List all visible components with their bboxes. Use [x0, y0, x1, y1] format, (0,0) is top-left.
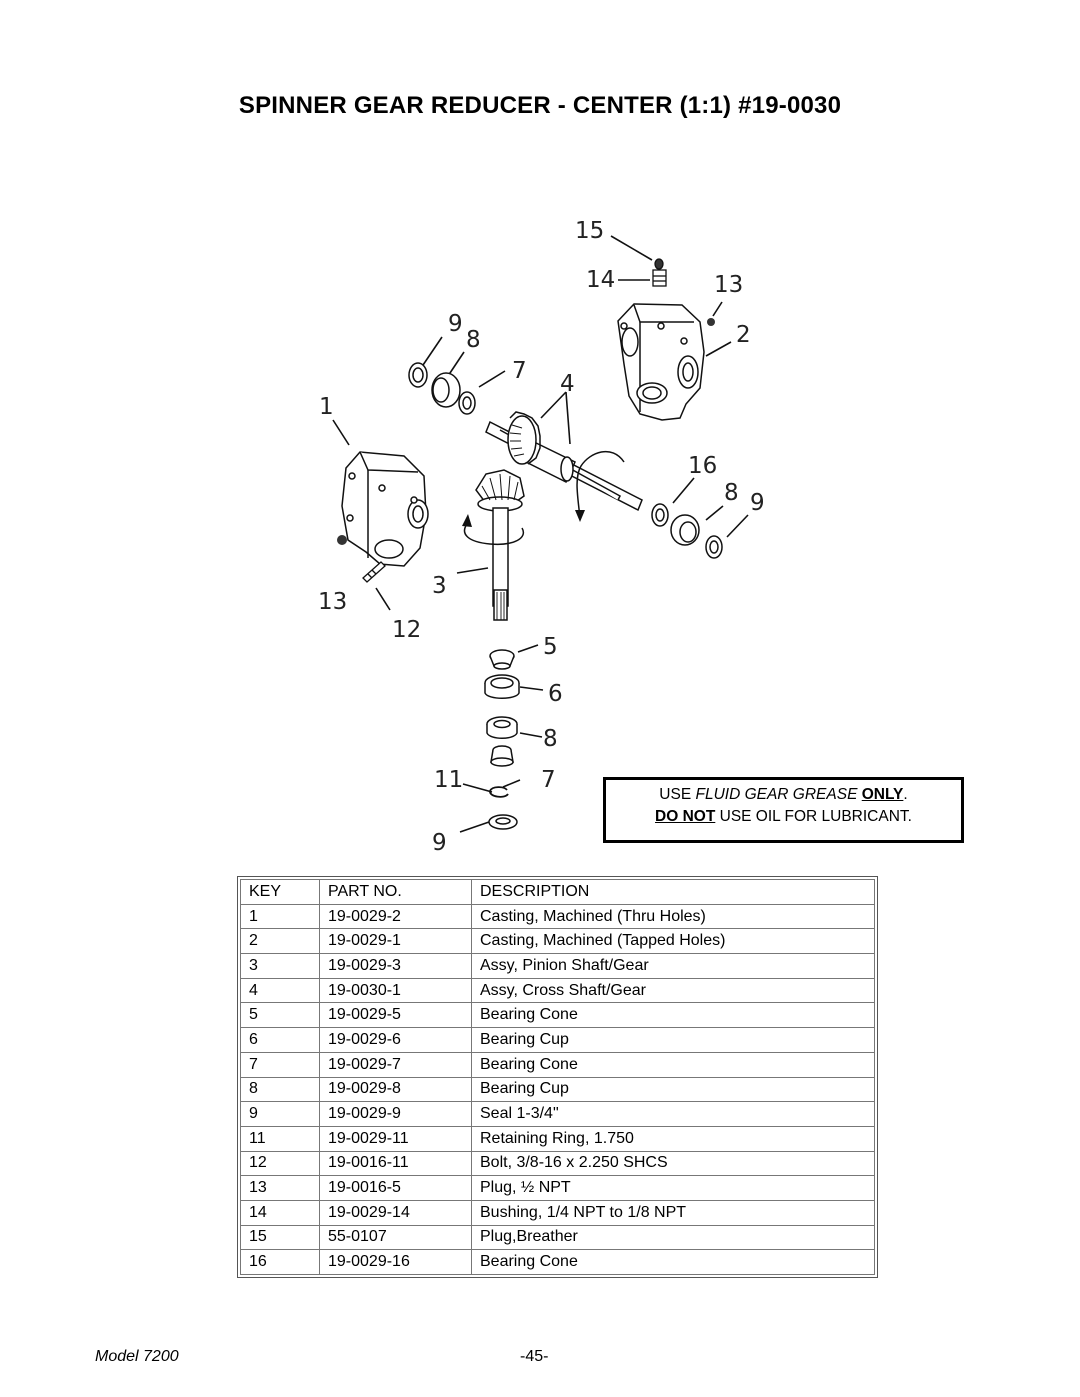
- column-header-key: KEY: [241, 880, 320, 905]
- callout-15: 15: [575, 218, 605, 244]
- cell-key: 3: [241, 954, 320, 979]
- casting-tapped-holes-part: [618, 304, 704, 420]
- cell-part-no: 55-0107: [320, 1225, 472, 1250]
- parts-list-table: [237, 876, 878, 1278]
- cell-key: 13: [241, 1176, 320, 1201]
- table-row: [241, 978, 875, 1003]
- cell-description: Casting, Machined (Tapped Holes): [472, 929, 875, 954]
- table-row: [241, 1250, 875, 1275]
- cell-part-no: 19-0029-3: [320, 954, 472, 979]
- cell-part-no: 19-0029-9: [320, 1102, 472, 1127]
- table-row: [241, 1102, 875, 1127]
- table-row: [241, 1126, 875, 1151]
- cell-part-no: 19-0029-5: [320, 1003, 472, 1028]
- cell-key: 16: [241, 1250, 320, 1275]
- callout-8-right: 8: [724, 480, 739, 506]
- cell-part-no: 19-0029-14: [320, 1200, 472, 1225]
- cell-key: 14: [241, 1200, 320, 1225]
- notice-line-2: DO NOT USE OIL FOR LUBRICANT.: [655, 808, 912, 825]
- table-row: [241, 1151, 875, 1176]
- cell-part-no: 19-0029-2: [320, 904, 472, 929]
- bolt-part: [363, 562, 385, 582]
- table-row: [241, 1077, 875, 1102]
- table-row: [241, 1028, 875, 1053]
- plug-part-right: [707, 318, 715, 326]
- cell-key: 2: [241, 929, 320, 954]
- cell-key: 9: [241, 1102, 320, 1127]
- cell-part-no: 19-0029-8: [320, 1077, 472, 1102]
- cell-description: Bearing Cone: [472, 1003, 875, 1028]
- table-row: [241, 929, 875, 954]
- cell-description: Bearing Cone: [472, 1052, 875, 1077]
- cell-part-no: 19-0030-1: [320, 978, 472, 1003]
- callout-7-upper: 7: [512, 358, 527, 384]
- notice-line-1: USE FLUID GEAR GREASE ONLY.: [659, 786, 908, 803]
- bearing-cone-part-right: [652, 504, 668, 526]
- bearing-cone-part-lower: [490, 650, 514, 669]
- cell-key: 12: [241, 1151, 320, 1176]
- breather-plug-part: [655, 259, 663, 269]
- cell-description: Plug,Breather: [472, 1225, 875, 1250]
- cell-description: Bearing Cup: [472, 1028, 875, 1053]
- callout-1: 1: [319, 394, 334, 420]
- cell-key: 1: [241, 904, 320, 929]
- cell-description: Assy, Pinion Shaft/Gear: [472, 954, 875, 979]
- cell-key: 5: [241, 1003, 320, 1028]
- cell-key: 11: [241, 1126, 320, 1151]
- cell-key: 8: [241, 1077, 320, 1102]
- table-row: [241, 1200, 875, 1225]
- callout-9-right: 9: [750, 490, 765, 516]
- callout-16: 16: [688, 453, 718, 479]
- footer-model: Model 7200: [95, 1348, 179, 1365]
- callout-7-lower: 7: [541, 767, 556, 793]
- callout-5: 5: [543, 634, 558, 660]
- seal-part-right: [706, 536, 722, 558]
- cell-description: Bolt, 3/8-16 x 2.250 SHCS: [472, 1151, 875, 1176]
- table-row: [241, 1052, 875, 1077]
- callout-6: 6: [548, 681, 563, 707]
- callout-9-lower: 9: [432, 830, 447, 856]
- seal-part-lower: [489, 815, 517, 829]
- callout-14: 14: [586, 267, 616, 293]
- callout-2: 2: [736, 322, 751, 348]
- callout-4: 4: [560, 371, 575, 397]
- bearing-cup-part-lower: [485, 675, 519, 698]
- lubrication-notice: [603, 777, 964, 843]
- table-row: [241, 1003, 875, 1028]
- plug-part-left: [337, 535, 347, 545]
- cell-part-no: 19-0029-1: [320, 929, 472, 954]
- column-header-part-no: PART NO.: [320, 880, 472, 905]
- seal-part-upper: [409, 363, 427, 387]
- callout-13-left: 13: [318, 589, 348, 615]
- cell-part-no: 19-0016-11: [320, 1151, 472, 1176]
- callout-3: 3: [432, 573, 447, 599]
- cell-description: Bushing, 1/4 NPT to 1/8 NPT: [472, 1200, 875, 1225]
- bearing-cup-part-upper: [432, 373, 460, 407]
- bearing-cup-part-right: [671, 515, 699, 545]
- cell-part-no: 19-0029-6: [320, 1028, 472, 1053]
- table-header-row: [241, 880, 875, 905]
- cell-key: 4: [241, 978, 320, 1003]
- cell-part-no: 19-0029-11: [320, 1126, 472, 1151]
- cell-description: Bearing Cup: [472, 1077, 875, 1102]
- cell-part-no: 19-0029-16: [320, 1250, 472, 1275]
- cell-description: Bearing Cone: [472, 1250, 875, 1275]
- bearing-cup-part-bottom: [487, 717, 517, 738]
- table-row: [241, 904, 875, 929]
- table-row: [241, 1225, 875, 1250]
- callout-8-upper: 8: [466, 327, 481, 353]
- callout-13-right: 13: [714, 272, 744, 298]
- page-title: SPINNER GEAR REDUCER - CENTER (1:1) #19-0030: [238, 92, 842, 119]
- cell-key: 15: [241, 1225, 320, 1250]
- cell-key: 6: [241, 1028, 320, 1053]
- retaining-ring-part: [490, 787, 508, 797]
- cell-part-no: 19-0016-5: [320, 1176, 472, 1201]
- parts-table-body: [241, 904, 875, 1274]
- bushing-part: [653, 270, 666, 286]
- bearing-cone-part-upper: [459, 392, 475, 414]
- callout-9-upper: 9: [448, 311, 463, 337]
- column-header-description: DESCRIPTION: [472, 880, 875, 905]
- cell-description: Casting, Machined (Thru Holes): [472, 904, 875, 929]
- table-row: [241, 1176, 875, 1201]
- cell-part-no: 19-0029-7: [320, 1052, 472, 1077]
- cell-key: 7: [241, 1052, 320, 1077]
- callout-12: 12: [392, 617, 422, 643]
- callout-11: 11: [434, 767, 464, 793]
- cell-description: Seal 1-3/4": [472, 1102, 875, 1127]
- cell-description: Plug, ½ NPT: [472, 1176, 875, 1201]
- callout-8-lower: 8: [543, 726, 558, 752]
- cell-description: Retaining Ring, 1.750: [472, 1126, 875, 1151]
- table-row: [241, 954, 875, 979]
- cell-description: Assy, Cross Shaft/Gear: [472, 978, 875, 1003]
- casting-thru-holes-part: [342, 452, 428, 566]
- bearing-cone-part-bottom: [491, 746, 513, 766]
- footer-page-number: -45-: [520, 1348, 549, 1365]
